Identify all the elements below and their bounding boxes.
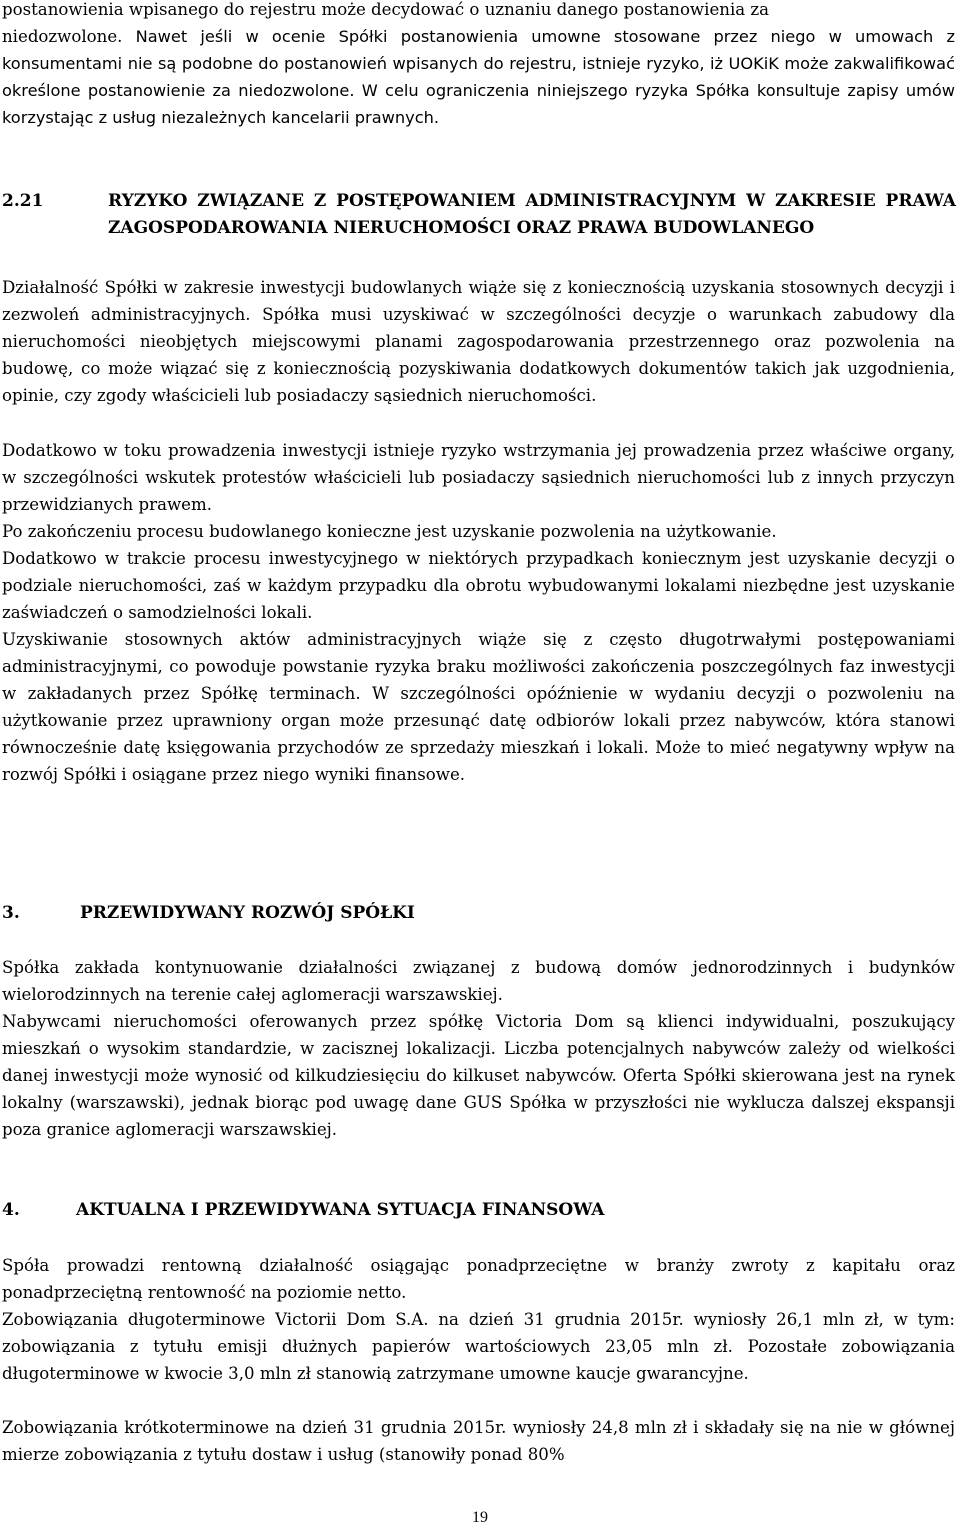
page-number: 19 <box>472 1509 488 1526</box>
section-2-21-paragraph-4: Dodatkowo w trakcie procesu inwestycyjnego w niektórych przypadkach koniecznym jest uzyskanie decyzji o podziale nieruchomości, zaś w każdym przypadku dla obrotu wybudowanymi lokalami niezbędne jest uzyskanie zaświadczeń o samodzielności lokali. <box>2 549 955 622</box>
section-2-21-paragraph-5: Uzyskiwanie stosownych aktów administracyjnych wiąże się z często długotrwałymi postępowaniami administracyjnymi, co powoduje powstanie ryzyka braku możliwości zakończenia poszczególnych faz inwestycji w zakładanych przez Spółkę terminach. W szczególności opóźnienie w wydaniu decyzji o pozwoleniu na użytkowanie przez uprawniony organ może przesunąć datę odbiorów lokali przez nabywców, która stanowi równocześnie datę księgowania przychodów ze sprzedaży mieszkań i lokali. Może to mieć negatywny wpływ na rozwój Spółki i osiągane przez niego wyniki finansowe. <box>2 630 955 784</box>
section-2-21-paragraph-2: Dodatkowo w toku prowadzenia inwestycji istnieje ryzyko wstrzymania jej prowadzenia przez właściwe organy, w szczególności wskutek protestów właścicieli lub posiadaczy sąsiednich nieruchomości lub z innych przyczyn przewidzianych prawem. <box>2 441 955 514</box>
section-3-paragraph-1: Spółka zakłada kontynuowanie działalności związanej z budową domów jednorodzinnych i budynków wielorodzinnych na terenie całej aglomeracji warszawskiej. <box>2 958 955 1004</box>
section-4-paragraph-1: Spóła prowadzi rentowną działalność osiągając ponadprzeciętne w branży zwroty z kapitału oraz ponadprzeciętną rentowność na poziomie netto. <box>2 1256 955 1302</box>
section-2-21-paragraph-3: Po zakończeniu procesu budowlanego konieczne jest uzyskanie pozwolenia na użytkowanie. <box>2 522 777 541</box>
intro-line-2-sans: Nawet jeśli w ocenie Spółki postanowienia umowne stosowane przez niego w umowach z konsumentami nie są podobne do postanowień wpisanych do rejestru, istnieje ryzyko, iż UOKiK może zakwalifikować określone postanowienie za niedozwolone. W celu ograniczenia niniejszego ryzyka Spółka konsultuje zapisy umów korzystając z usług niezależnych kancelarii prawnych. <box>2 27 955 127</box>
section-2-21-heading <box>2 188 957 244</box>
section-3-paragraph-2: Nabywcami nieruchomości oferowanych przez spółkę Victoria Dom są klienci indywidualni, poszukujący mieszkań o wysokim standardzie, w zacisznej lokalizacji. Liczba potencjalnych nabywców zależy od wielkości danej inwestycji może wynosić od kilkudziesięciu do kilkuset nabywców. Oferta Spółki skierowana jest na rynek lokalny (warszawski), jednak biorąc pod uwagę dane GUS Spółka w przyszłości nie wyklucza dalszej ekspansji poza granice aglomeracji warszawskiej. <box>2 1012 955 1139</box>
section-3-heading <box>2 900 957 927</box>
section-2-21-number: 2.21 <box>2 191 44 211</box>
section-4-paragraph-2: Zobowiązania długoterminowe Victorii Dom S.A. na dzień 31 grudnia 2015r. wyniosły 26,1 mln zł, w tym: zobowiązania z tytułu emisji dłużnych papierów wartościowych 23,05 mln zł. Pozostałe zobowiązania długoterminowe w kwocie 3,0 mln zł stanowią zatrzymane umowne kaucje gwarancyjne. <box>2 1310 955 1383</box>
section-3-number: 3. <box>2 903 20 923</box>
intro-line-1: postanowienia wpisanego do rejestru może decydować o uznaniu danego postanowienia za <box>2 0 770 19</box>
section-4-title: AKTUALNA I PRZEWIDYWANA SYTUACJA FINANSOWA <box>76 1200 605 1220</box>
section-2-21-title: RYZYKO ZWIĄZANE Z POSTĘPOWANIEM ADMINISTRACYJNYM W ZAKRESIE PRAWA ZAGOSPODAROWANIA NIERUCHOMOŚCI ORAZ PRAWA BUDOWLANEGO <box>108 191 956 238</box>
section-4-paragraph-3: Zobowiązania krótkoterminowe na dzień 31 grudnia 2015r. wyniosły 24,8 mln zł i składały się na nie w głównej mierze zobowiązania z tytułu dostaw i usług (stanowiły ponad 80% <box>2 1418 955 1464</box>
section-4-number: 4. <box>2 1200 20 1220</box>
intro-paragraph <box>2 23 955 131</box>
section-2-21-paragraph-1: Działalność Spółki w zakresie inwestycji budowlanych wiąże się z koniecznością uzyskania stosownych decyzji i zezwoleń administracyjnych. Spółka musi uzyskiwać w szczególności decyzje o warunkach zabudowy dla nieruchomości nieobjętych miejscowymi planami zagospodarowania przestrzennego oraz pozwolenia na budowę, co może wiązać się z koniecznością pozyskiwania dodatkowych dokumentów takich jak uzgodnienia, opinie, czy zgody właścicieli lub posiadaczy sąsiednich nieruchomości. <box>2 278 955 405</box>
section-3-title: PRZEWIDYWANY ROZWÓJ SPÓŁKI <box>80 903 415 923</box>
intro-line-2-serif: niedozwolone. <box>2 27 123 46</box>
section-4-heading <box>2 1197 957 1224</box>
